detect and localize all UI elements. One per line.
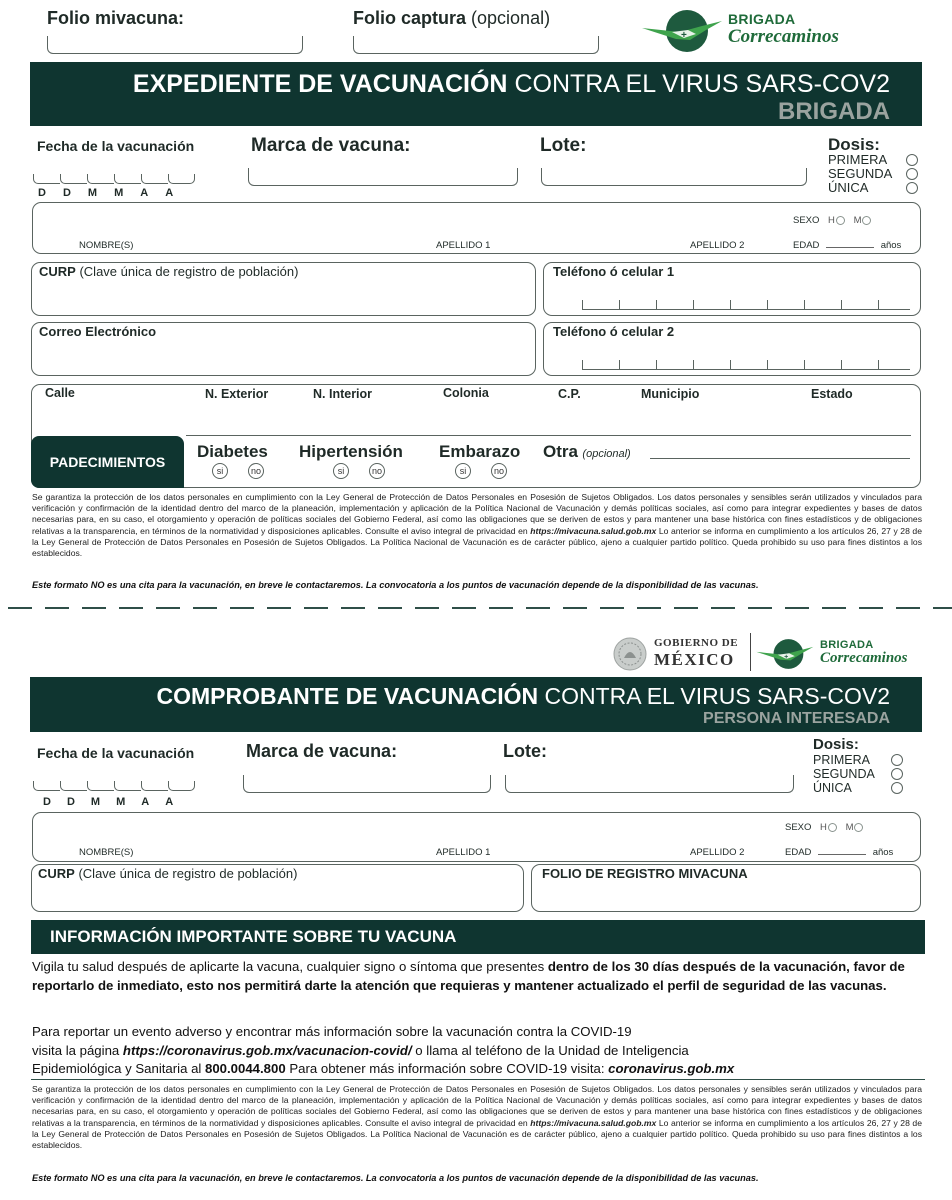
diabetes-no-option[interactable]: no <box>248 463 264 479</box>
folio-registro-box[interactable] <box>531 864 921 912</box>
sexo-h-radio[interactable] <box>836 216 845 225</box>
lote-field[interactable] <box>541 168 807 186</box>
apellido2-label: APELLIDO 2 <box>690 847 745 858</box>
title-bold: EXPEDIENTE DE VACUNACIÓN <box>132 70 508 98</box>
info-divider <box>31 1079 925 1080</box>
sexo-m-radio[interactable] <box>854 823 863 832</box>
padecimiento-hipertension <box>299 442 403 479</box>
padecimiento-name: Embarazo <box>439 442 521 461</box>
radio-icon[interactable] <box>891 754 903 766</box>
address-estado: Estado <box>811 387 853 401</box>
logo-divider <box>750 633 751 671</box>
lote-label: Lote: <box>540 135 587 156</box>
sexo-label: SEXO <box>793 215 820 226</box>
date-letter: D <box>66 796 75 808</box>
fecha-label: Fecha de la vacunación <box>37 745 195 761</box>
info-text: Epidemiológica y Sanitaria al <box>32 1061 205 1076</box>
curp-desc: (Clave única de registro de población) <box>79 264 299 279</box>
info-text-bold: dentro de los 30 días después de la vacunación, favor de reportarlo de inmediato, esto nos permitirá darte la atención que requieras y mantener actualizado el perfil de seguridad de las vacunas. <box>32 959 905 993</box>
telefono2-box[interactable] <box>543 322 921 376</box>
optional-note: (opcional) <box>471 8 551 28</box>
sexo-m-label: M <box>845 822 854 833</box>
padecimiento-embarazo <box>439 442 520 479</box>
telefono2-ticks <box>545 360 910 370</box>
expediente-title <box>133 70 890 99</box>
dosis-label: Dosis: <box>813 736 859 753</box>
lote-field[interactable] <box>505 775 794 793</box>
diabetes-si-option[interactable]: si <box>212 463 228 479</box>
otra-group <box>543 442 631 462</box>
folio-captura-text: Folio captura <box>353 8 467 28</box>
logo-brigada-text: BRIGADA <box>820 639 874 651</box>
svg-text:+: + <box>784 652 789 661</box>
title-thin: CONTRA EL VIRUS SARS-COV2 <box>544 683 890 709</box>
logo-correcaminos-text: Correcaminos <box>820 650 908 666</box>
dosis-unica[interactable] <box>813 781 875 795</box>
dosis-option-label: PRIMERA <box>813 753 870 767</box>
dosis-segunda[interactable] <box>828 167 892 181</box>
dosis-option-label: SEGUNDA <box>813 767 875 781</box>
address-n-interior: N. Interior <box>313 387 373 401</box>
sexo-h-radio[interactable] <box>828 823 837 832</box>
nombre-label: NOMBRE(S) <box>79 240 134 251</box>
curp-box[interactable] <box>31 262 536 316</box>
address-municipio: Municipio <box>641 387 700 401</box>
info-paragraph-1 <box>32 957 922 995</box>
date-letter: A <box>165 796 174 808</box>
date-tick-field[interactable] <box>33 781 195 791</box>
edad-group <box>793 240 901 251</box>
roadrunner-globe-icon <box>755 635 819 673</box>
folio-captura-field[interactable] <box>353 36 599 54</box>
privacy-text: Se garantiza la protección de los datos personales en cumplimiento con la Ley General de Protección de Datos Personales en Posesión de Sujetos Obligados. Los datos personales y sensibles serán utilizados y vinculados para verificación y confirmación de la identidad dentro del marco de la planeación, implementación y aplicación de la Política Nacional de Vacunación y demás políticas sociales, así como para integrar expedientes y bases de datos necesarias para, en su caso, el otorgamiento y operación de políticas sociales del Gobierno Federal, así como las obligaciones que se deriven de estos y para mantener una base histórica con fines estadísticos y de obligaciones relativas a la transparencia, en términos de la normatividad y disposiciones aplicables. Consulte el aviso integral de privacidad en <box>32 492 922 536</box>
info-text: Vigila tu salud después de aplicarte la vacuna, cualquier signo o síntoma que presentes <box>32 959 548 974</box>
comprobante-banner <box>30 677 922 732</box>
telefono2-label: Teléfono ó celular 2 <box>553 324 675 339</box>
info-heading: INFORMACIÓN IMPORTANTE SOBRE TU VACUNA <box>50 927 457 946</box>
radio-icon[interactable] <box>906 154 918 166</box>
date-letter: A <box>140 187 149 199</box>
sexo-group <box>785 822 863 833</box>
date-letters <box>43 796 173 808</box>
curp-box[interactable] <box>31 864 524 912</box>
otra-field[interactable] <box>650 458 910 459</box>
dosis-option-label: SEGUNDA <box>828 166 893 181</box>
edad-label: EDAD <box>785 847 812 858</box>
marca-field[interactable] <box>248 168 518 186</box>
privacy-notice <box>32 492 922 559</box>
address-calle: Calle <box>45 386 75 400</box>
coronavirus-site-link[interactable]: coronavirus.gob.mx <box>608 1061 735 1076</box>
padecimientos-label: PADECIMIENTOS <box>31 436 184 488</box>
name-box[interactable] <box>32 202 921 254</box>
dosis-options <box>828 153 892 195</box>
roadrunner-globe-icon <box>640 8 730 54</box>
apellido1-label: APELLIDO 1 <box>436 240 491 251</box>
date-letter: A <box>141 796 150 808</box>
hipertension-si-option[interactable]: si <box>333 463 349 479</box>
folio-mivacuna-field[interactable] <box>47 36 303 54</box>
expediente-banner <box>30 62 922 126</box>
telefono1-ticks <box>545 300 910 310</box>
curp-label <box>39 264 298 279</box>
correo-label: Correo Electrónico <box>39 324 157 339</box>
apellido2-label: APELLIDO 2 <box>690 240 745 251</box>
privacy-notice <box>32 1084 922 1151</box>
radio-icon[interactable] <box>891 782 903 794</box>
dosis-unica[interactable] <box>828 181 892 195</box>
address-colonia: Colonia <box>443 386 489 400</box>
phone-number[interactable]: 800.0044.800 <box>205 1061 286 1076</box>
sexo-m-label: M <box>853 215 862 226</box>
sexo-label: SEXO <box>785 822 812 833</box>
gobierno-line1: GOBIERNO DE <box>654 637 739 649</box>
sexo-h-label: H <box>828 215 835 226</box>
privacy-text: Lo anterior se informa en cumplimiento a los artículos 26, 27 y 28 de la Ley General de Protección de Datos Personales en Posesión de Sujetos Obligados. La Política Nacional de Vacunación es de carácter público, ajeno a cualquier partido político. Queda prohibido su uso para fines distintos a los establecidos. <box>32 1117 922 1151</box>
comprobante-subtitle: PERSONA INTERESADA <box>703 710 890 727</box>
date-letter: D <box>38 187 46 199</box>
name-box[interactable] <box>32 812 921 862</box>
date-tick-field[interactable] <box>33 174 195 184</box>
info-paragraph-2 <box>32 1023 932 1079</box>
date-letter: M <box>87 187 98 199</box>
mexico-coat-of-arms-icon <box>612 636 648 672</box>
title-thin: CONTRA EL VIRUS SARS-COV2 <box>514 70 890 98</box>
folio-registro-label: FOLIO DE REGISTRO MIVACUNA <box>542 866 748 881</box>
date-letter: A <box>165 187 174 199</box>
hipertension-no-option[interactable]: no <box>369 463 385 479</box>
telefono1-label: Teléfono ó celular 1 <box>553 264 675 279</box>
dosis-label: Dosis: <box>828 135 880 154</box>
date-letter: M <box>114 187 124 199</box>
embarazo-si-option[interactable]: si <box>455 463 471 479</box>
folio-captura-label <box>353 8 550 29</box>
vacunacion-covid-link[interactable]: https://coronavirus.gob.mx/vacunacion-covid/ <box>122 1042 412 1058</box>
date-letter: D <box>62 187 71 199</box>
privacy-link[interactable]: https://mivacuna.salud.gob.mx <box>530 525 657 536</box>
otra-optional: (opcional) <box>582 448 631 460</box>
date-letters <box>38 187 173 199</box>
svg-text:+: + <box>681 30 687 41</box>
otra-label: Otra <box>543 442 578 461</box>
edad-field[interactable] <box>826 247 874 248</box>
appointment-notice: Este formato NO es una cita para la vacunación, en breve le contactaremos. La convocatoria a los puntos de vacunación depende de la disponibilidad de las vacunas. <box>32 580 759 590</box>
title-bold: COMPROBANTE DE VACUNACIÓN <box>156 683 539 709</box>
comprobante-title <box>156 683 890 710</box>
comprobante-logos <box>612 633 922 675</box>
folio-mivacuna-label: Folio mivacuna: <box>47 8 185 28</box>
anos-label: años <box>872 847 894 858</box>
curp-desc: (Clave única de registro de población) <box>78 866 298 881</box>
anos-label: años <box>880 240 902 251</box>
info-heading-bar <box>31 920 925 954</box>
dosis-option-label: ÚNICA <box>813 781 852 795</box>
nombre-label: NOMBRE(S) <box>79 847 134 858</box>
padecimiento-name: Diabetes <box>197 442 268 461</box>
info-text: visita la página <box>32 1042 123 1058</box>
dosis-option-label: ÚNICA <box>828 180 869 195</box>
privacy-text: Se garantiza la protección de los datos personales en cumplimiento con la Ley General de Protección de Datos Personales en Posesión de Sujetos Obligados. Los datos personales y sensibles serán utilizados y vinculados para verificación y confirmación de la identidad dentro del marco de la planeación, implementación y aplicación de la Política Nacional de Vacunación y demás políticas sociales, así como para integrar expedientes y bases de datos necesarias para, en su caso, el otorgamiento y operación de políticas sociales del Gobierno Federal, así como las obligaciones que se deriven de estos y para mantener una base histórica con fines estadísticos y de obligaciones relativas a la transparencia, en términos de la normatividad y disposiciones aplicables. Consulte el aviso integral de privacidad en <box>32 1084 922 1128</box>
embarazo-no-option[interactable]: no <box>491 463 507 479</box>
cut-line <box>8 607 952 609</box>
date-letter: D <box>43 796 51 808</box>
telefono1-box[interactable] <box>543 262 921 316</box>
appointment-notice: Este formato NO es una cita para la vacunación, en breve le contactaremos. La convocatoria a los puntos de vacunación depende de la disponibilidad de las vacunas. <box>32 1173 759 1183</box>
correo-box[interactable] <box>31 322 536 376</box>
curp-label <box>38 866 297 881</box>
dosis-primera[interactable] <box>813 753 875 767</box>
gobierno-line2: MÉXICO <box>654 650 735 669</box>
curp-bold: CURP <box>39 264 76 279</box>
marca-label: Marca de vacuna: <box>246 741 398 761</box>
marca-field[interactable] <box>243 775 491 793</box>
privacy-text: Lo anterior se informa en cumplimiento a los artículos 26, 27 y 28 de la Ley General de Protección de Datos Personales en Posesión de Sujetos Obligados. La Política Nacional de Vacunación es de carácter público, ajeno a cualquier partido político. Queda prohibido su uso para fines distintos a los establecidos. <box>32 525 922 559</box>
fecha-label: Fecha de la vacunación <box>37 138 195 154</box>
info-text: o llama al teléfono de la Unidad de Inteligencia <box>411 1042 689 1058</box>
edad-label: EDAD <box>793 240 820 251</box>
address-n-exterior: N. Exterior <box>205 387 269 401</box>
expediente-subtitle: BRIGADA <box>778 98 890 125</box>
radio-icon[interactable] <box>906 182 918 194</box>
marca-label: Marca de vacuna: <box>251 135 411 156</box>
dosis-segunda[interactable] <box>813 767 875 781</box>
edad-field[interactable] <box>818 854 866 855</box>
padecimiento-name: Hipertensión <box>299 442 403 461</box>
radio-icon[interactable] <box>906 168 918 180</box>
privacy-link[interactable]: https://mivacuna.salud.gob.mx <box>530 1117 657 1128</box>
edad-group <box>785 847 893 858</box>
dosis-primera[interactable] <box>828 153 892 167</box>
dosis-option-label: PRIMERA <box>828 152 888 167</box>
apellido1-label: APELLIDO 1 <box>436 847 491 858</box>
curp-bold: CURP <box>38 866 75 881</box>
info-text: Para reportar un evento adverso y encontrar más información sobre la vacunación contra la COVID-19 <box>32 1024 632 1039</box>
sexo-m-radio[interactable] <box>862 216 871 225</box>
radio-icon[interactable] <box>891 768 903 780</box>
padecimiento-diabetes <box>197 442 268 479</box>
date-letter: M <box>90 796 101 808</box>
address-cp: C.P. <box>558 387 581 401</box>
brigada-correcaminos-logo <box>640 8 870 54</box>
lote-label: Lote: <box>503 741 547 761</box>
info-text: Para obtener más información sobre COVID-19 visita: <box>285 1061 609 1076</box>
logo-brigada-text: BRIGADA <box>728 11 796 27</box>
date-letter: M <box>116 796 126 808</box>
logo-correcaminos-text: Correcaminos <box>728 26 839 47</box>
sexo-group <box>793 215 871 226</box>
sexo-h-label: H <box>820 822 827 833</box>
dosis-options <box>813 753 875 795</box>
address-underline <box>186 435 911 436</box>
